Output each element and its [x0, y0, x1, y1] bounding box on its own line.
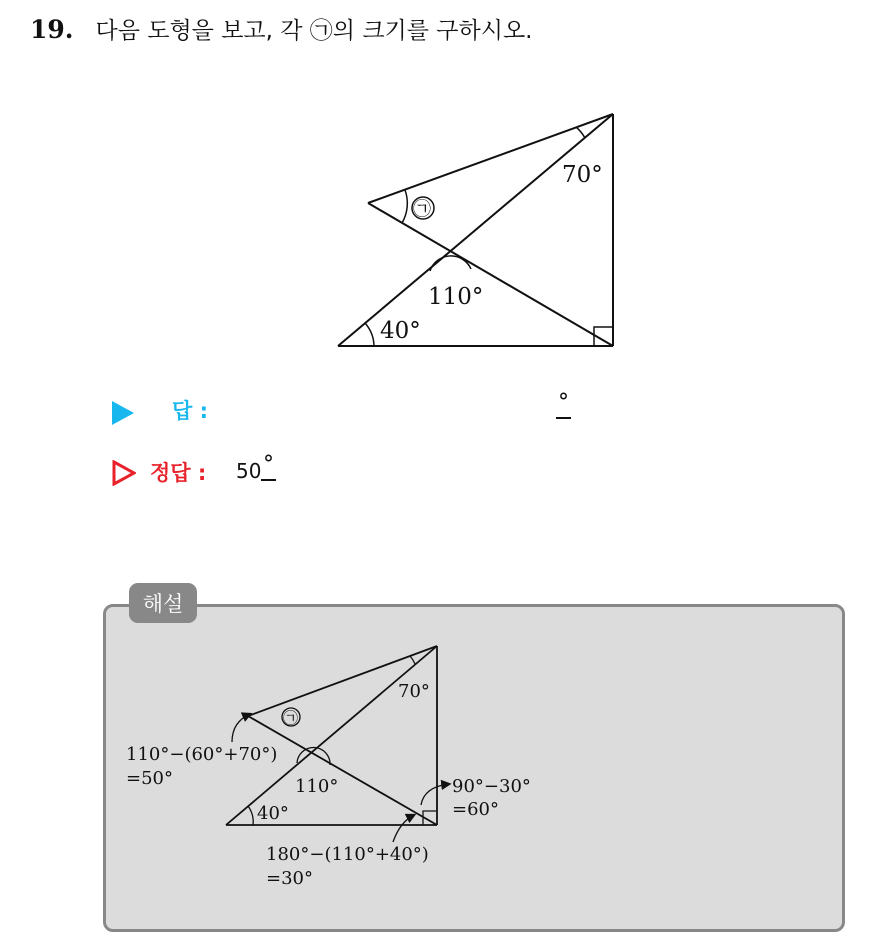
- explanation-note-bottom-line2: =30°: [266, 868, 313, 889]
- angle-label-bottom-left: 40°: [380, 318, 421, 344]
- explanation-arc-top: [410, 656, 415, 664]
- explanation-note-right-line1: 90°−30°: [452, 776, 531, 797]
- question-number: 19.: [30, 15, 74, 44]
- explanation-note-right-line2: =60°: [452, 799, 499, 820]
- explanation-arrow-bottom: [393, 815, 414, 842]
- answer-label: 답 :: [172, 399, 208, 423]
- explanation-arrow-right: [421, 784, 449, 805]
- explanation-angle-center: 110°: [295, 776, 339, 797]
- explanation-note-left-line1: 110°−(60°+70°): [126, 744, 278, 765]
- explanation-marker: ㉠: [283, 709, 299, 727]
- correct-answer-label: 정답 :: [150, 461, 207, 485]
- angle-label-top: 70°: [562, 162, 603, 188]
- explanation-angle-bottom-left: 40°: [257, 803, 289, 824]
- angle-label-center: 110°: [428, 284, 484, 310]
- explanation-tab: 해설: [129, 583, 197, 623]
- explanation-side-left: [226, 646, 437, 825]
- explanation-note-left-line2: =50°: [126, 768, 173, 789]
- explanation-note-bottom-line1: 180°−(110°+40°): [266, 844, 429, 865]
- angle-label-left: ㉠: [413, 199, 431, 220]
- correct-answer-degree: °: [261, 451, 276, 481]
- question-text: 다음 도형을 보고, 각 ㉠의 크기를 구하시오.: [95, 18, 533, 44]
- answer-degree: °: [556, 389, 571, 419]
- explanation-angle-top: 70°: [398, 681, 430, 702]
- explanation-arrow-left: [232, 714, 250, 742]
- explanation-arc-bottom-left: [248, 806, 253, 825]
- correct-answer-value: 50: [236, 459, 262, 483]
